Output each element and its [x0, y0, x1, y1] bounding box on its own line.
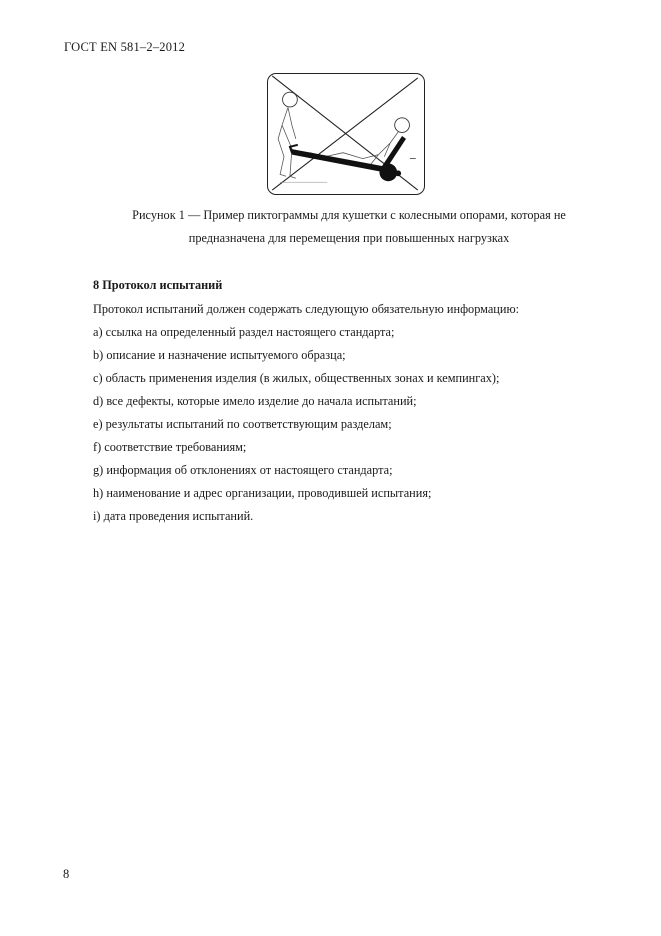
list-item-b: b) описание и назначение испытуемого образца; — [93, 348, 346, 362]
section-intro: Протокол испытаний должен содержать следующую обязательную информацию: — [93, 302, 520, 316]
list-item-e: e) результаты испытаний по соответствующим разделам; — [93, 417, 392, 431]
figure-caption-line-2: предназначена для перемещения при повышенных нагрузках — [188, 231, 510, 245]
list-item-c: c) область применения изделия (в жилых, общественных зонах и кемпингах); — [93, 371, 500, 385]
section-title: 8 Протокол испытаний — [93, 278, 223, 292]
list-item-f: f) соответствие требованиям; — [93, 440, 247, 454]
page-number: 8 — [63, 867, 70, 881]
list-item-a: a) ссылка на определенный раздел настоящего стандарта; — [93, 325, 395, 339]
list-item-d: d) все дефекты, которые имело изделие до начала испытаний; — [93, 394, 417, 408]
lounger-pictogram-icon — [267, 73, 425, 195]
list-item-g: g) информация об отклонениях от настоящего стандарта; — [93, 463, 393, 477]
list-item-i: i) дата проведения испытаний. — [93, 509, 254, 523]
figure-caption-line-1: Рисунок 1 — Пример пиктограммы для кушетки с колесными опорами, которая не — [132, 208, 566, 222]
list-item-h: h) наименование и адрес организации, проводившей испытания; — [93, 486, 432, 500]
document-header-code: ГОСТ EN 581–2–2012 — [64, 40, 186, 54]
